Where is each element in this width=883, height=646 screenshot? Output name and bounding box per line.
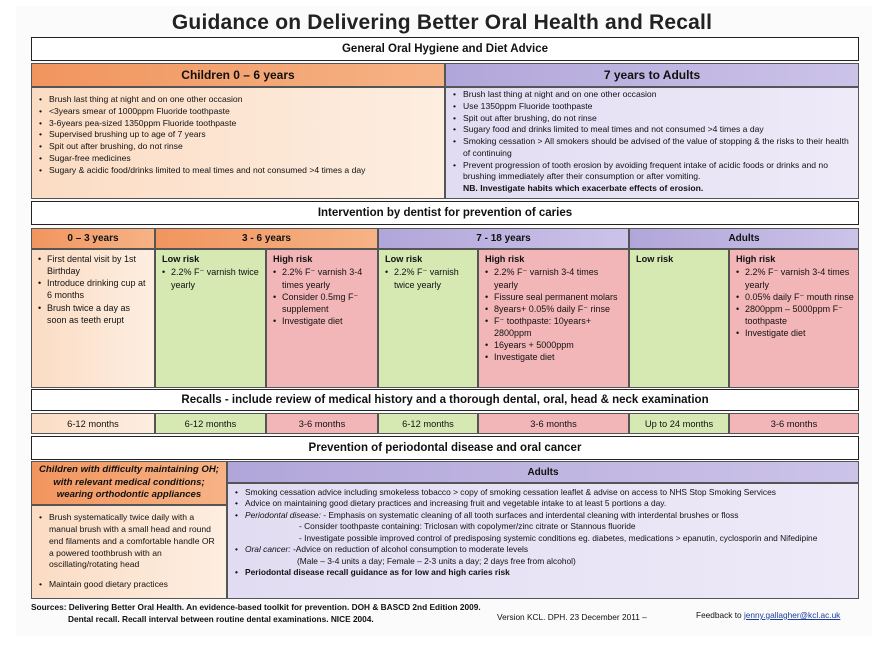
list-item: • 2.2% F⁻ varnish twice yearly [162,266,261,290]
list-item: • Prevent progression of tooth erosion by avoiding frequent intake of acidic foods or drinks and no brushing immediately after their consumption or after vomiting. [453,160,853,184]
high-risk-label: High risk [273,254,313,264]
low-risk-label: Low risk [636,254,674,264]
col-7-18-low [378,249,478,388]
recall-adults-high: 3-6 months [729,413,859,434]
list-item: • F⁻ toothpaste: 10years+ 2800ppm [485,315,624,339]
list-item: • Maintain good dietary practices [39,579,221,591]
group-0-3-header: 0 – 3 years [31,228,155,249]
list-item: • 2.2% F⁻ varnish 3-4 times yearly [736,266,854,290]
list-item: • Supervised brushing up to age of 7 years [39,129,439,141]
list-item: • Periodontal disease recall guidance as for low and high caries risk [235,567,853,578]
list-item: • Sugar-free medicines [39,153,439,165]
high-risk-label: High risk [485,254,525,264]
section-periodontal-title: Prevention of periodontal disease and oral cancer [31,436,859,460]
col-adults-low [629,249,729,388]
children-0-6-advice [31,87,445,199]
low-risk-label: Low risk [385,254,423,264]
list-item: • 16years + 5000ppm [485,339,624,351]
list-item: • Introduce drinking cup at 6 months [38,277,150,301]
sources-line-1: Sources: Delivering Better Oral Health. An evidence-based toolkit for prevention. DOH & BASCD 2nd Edition 2009. [31,602,481,612]
feedback-label: Feedback to [696,610,744,620]
list-item: • 3-6years pea-sized 1350ppm Fluoride toothpaste [39,118,439,130]
list-item: • Brush last thing at night and on one other occasion [39,94,439,106]
col-0-3-advice [31,249,155,388]
children-0-6-header: Children 0 – 6 years [31,63,445,87]
feedback-email-link[interactable]: jenny.gallagher@kcl.ac.uk [743,610,841,620]
list-item: • Spit out after brushing, do not rinse [453,113,853,125]
recall-7-18-high: 3-6 months [478,413,629,434]
list-item: • Sugary & acidic food/drinks limited to meal times and not consumed >4 times a day [39,165,439,177]
cancer-text: -Advice on reduction of alcohol consumption to moderate levels [290,544,529,555]
list-item: • Brush systematically twice daily with a manual brush with a small head and round end filaments and a comfortable handle OR a powered toothbrush with an oscillating/rotating head [39,512,221,571]
list-item: • First dental visit by 1st Birthday [38,253,150,277]
section-recalls-title: Recalls - include review of medical history and a thorough dental, oral, head & neck examination [31,389,859,411]
list-item [235,544,853,555]
list-item: • Sugary food and drinks limited to meal times and not consumed >4 times a day [453,124,853,136]
cancer-label: Oral cancer: [245,544,291,555]
list-item: • 2800ppm – 5000ppm F⁻ toothpaste [736,303,854,327]
low-risk-label: Low risk [162,254,200,264]
recall-3-6-high: 3-6 months [266,413,378,434]
list-item: • 8years+ 0.05% daily F⁻ rinse [485,303,624,315]
perio-text: - Emphasis on systematic cleaning of all tooth surfaces and interdental cleaning with interdental brushes or floss [320,509,739,520]
recall-3-6-low: 6-12 months [155,413,266,434]
recall-adults-low: Up to 24 months [629,413,729,434]
list-item: • Fissure seal permanent molars [485,291,624,303]
list-item: • Advice on maintaining good dietary practices and increasing fruit and vegetable intake to at least 5 portions a day. [235,498,853,509]
sources [31,602,491,632]
perio-sub-2: - Investigate possible improved control of predisposing systemic conditions eg. diabetes, medications > epanutin, cyclosporin and Nifedipine [299,532,818,543]
list-item: • Smoking cessation advice including smokeless tobacco > copy of smoking cessation leaflet & advise on access to NHS Stop Smoking Services [235,487,853,498]
recall-0-3: 6-12 months [31,413,155,434]
list-item: • Brush twice a day as soon as teeth erupt [38,302,150,326]
list-item: • 0.05% daily F⁻ mouth rinse [736,291,854,303]
group-3-6-header: 3 - 6 years [155,228,378,249]
list-item: • Use 1350ppm Fluoride toothpaste [453,101,853,113]
list-item: • 2.2% F⁻ varnish 3-4 times yearly [485,266,624,290]
list-item: • 2.2% F⁻ varnish twice yearly [385,266,473,290]
adults-7-plus-header: 7 years to Adults [445,63,859,87]
sources-line-2: Dental recall. Recall interval between routine dental examinations. NICE 2004. [68,613,374,624]
col-3-6-high [266,249,378,388]
list-item: • Smoking cessation > All smokers should be advised of the value of stopping & the risks to their health of continuing [453,136,853,160]
page-title: Guidance on Delivering Better Oral Health and Recall [171,11,713,34]
recall-7-18-low: 6-12 months [378,413,478,434]
group-7-18-header: 7 - 18 years [378,228,629,249]
section-general-advice-title: General Oral Hygiene and Diet Advice [31,37,859,61]
col-7-18-high [478,249,629,388]
version-text: Version KCL. DPH. 23 December 2011 – [497,612,647,622]
group-adults-header: Adults [629,228,859,249]
erosion-note: NB. Investigate habits which exacerbate effects of erosion. [463,183,704,194]
col-3-6-low [155,249,266,388]
adults-7-plus-advice [445,87,859,199]
col-adults-high [729,249,859,388]
list-item: • Investigate diet [273,315,373,327]
list-item: • 2.2% F⁻ varnish 3-4 times yearly [273,266,373,290]
list-item: • Brush last thing at night and on one other occasion [453,89,853,101]
children-difficulty-advice [31,505,227,599]
perio-sub-1: - Consider toothpaste containing: Triclosan with copolymer/zinc citrate or Stannous fluoride [299,521,636,532]
cancer-sub: (Male – 3-4 units a day; Female – 2-3 units a day; 2 days free from alcohol) [297,555,576,566]
list-item: • Spit out after brushing, do not rinse [39,141,439,153]
children-difficulty-header: Children with difficulty maintaining OH; with relevant medical conditions; wearing orthodontic appliances [31,461,227,505]
section-intervention-title: Intervention by dentist for prevention of caries [31,201,859,225]
list-item: • Investigate diet [485,351,624,363]
list-item: • <3years smear of 1000ppm Fluoride toothpaste [39,106,439,118]
list-item: • Investigate diet [736,327,854,339]
feedback [696,610,866,624]
adults-perio-header: Adults [227,461,859,483]
perio-label: Periodontal disease: [245,509,321,520]
list-item [235,510,853,521]
high-risk-label: High risk [736,254,776,264]
adults-perio-advice [227,483,859,599]
list-item: • Consider 0.5mg F⁻ supplement [273,291,373,315]
